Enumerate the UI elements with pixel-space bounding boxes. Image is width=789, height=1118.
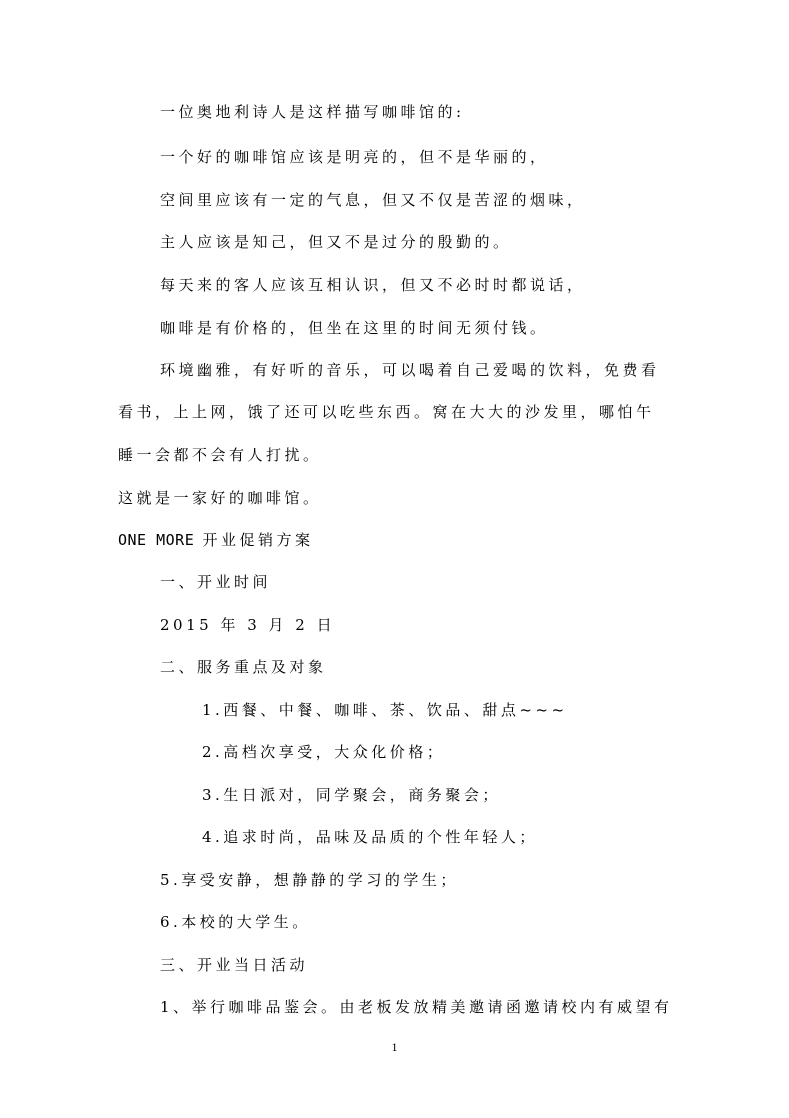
conclusion: 这就是一家好的咖啡馆。 [118, 489, 322, 507]
poem-line: 一个好的咖啡馆应该是明亮的，但不是华丽的， [160, 148, 549, 166]
service-item: 4.追求时尚，品味及品质的个性年轻人； [202, 828, 538, 846]
service-item: 1.西餐、中餐、咖啡、茶、饮品、甜点~~~ [202, 701, 568, 719]
plan-title [118, 530, 314, 550]
page-number: 1 [391, 1040, 398, 1054]
poem-line: 空间里应该有一定的气息，但又不仅是苦涩的烟味， [160, 191, 586, 209]
section-heading-services: 二、服务重点及对象 [160, 658, 327, 676]
activity-item: 1、举行咖啡品鉴会。由老板发放精美邀请函邀请校内有威望有 [160, 998, 673, 1016]
service-item: 5.享受安静，想静静的学习的学生； [160, 871, 459, 889]
section-heading-opening-day-activities: 三、开业当日活动 [160, 956, 309, 974]
plan-title-brand: ONE MORE [118, 531, 195, 549]
environment-paragraph-line: 睡一会都不会有人打扰。 [118, 446, 322, 464]
section-heading-opening-time: 一、开业时间 [160, 573, 272, 591]
poem-intro: 一位奥地利诗人是这样描写咖啡馆的: [160, 103, 465, 121]
service-item: 6.本校的大学生。 [160, 913, 311, 931]
service-item: 3.生日派对，同学聚会，商务聚会； [202, 786, 501, 804]
plan-title-text: 开业促销方案 [202, 531, 314, 549]
poem-line: 咖啡是有价格的，但坐在这里的时间无须付钱。 [160, 319, 549, 337]
poem-line: 主人应该是知己，但又不是过分的殷勤的。 [160, 233, 512, 251]
poem-line: 每天来的客人应该互相认识，但又不必时时都说话， [160, 276, 586, 294]
environment-paragraph-line: 看书，上上网，饿了还可以吃些东西。窝在大大的沙发里，哪怕午 [118, 403, 655, 421]
service-item: 2.高档次享受，大众化价格； [202, 743, 446, 761]
opening-date: 2015 年 3 月 2 日 [160, 616, 336, 634]
environment-paragraph-line: 环境幽雅，有好听的音乐，可以喝着自己爱喝的饮料，免费看 [160, 361, 660, 379]
